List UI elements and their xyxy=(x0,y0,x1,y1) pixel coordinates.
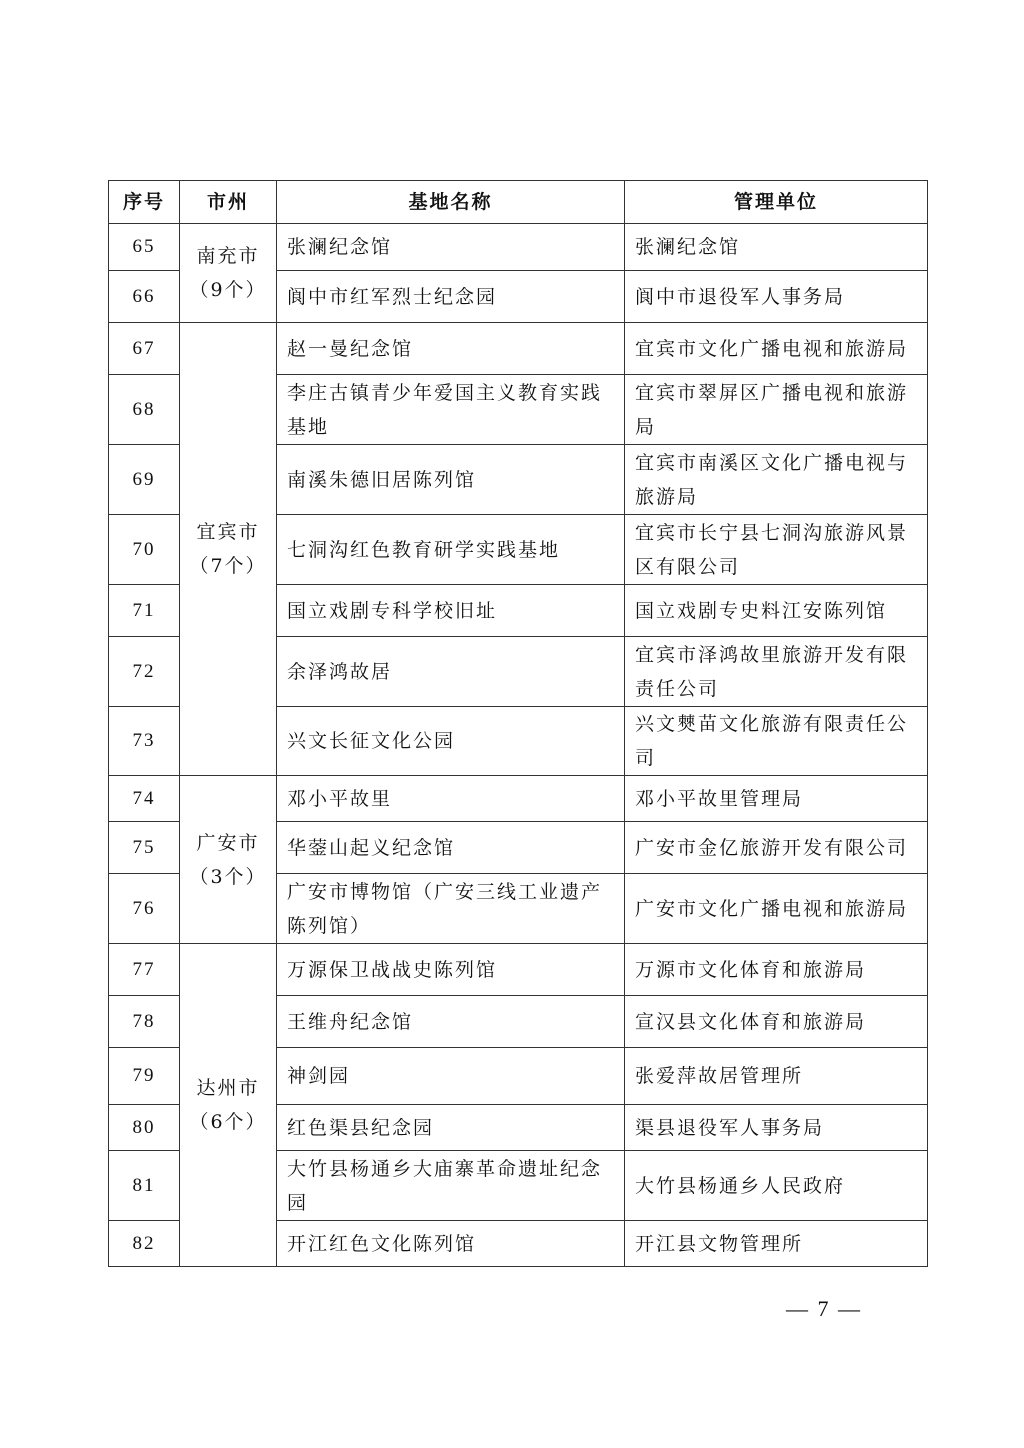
management-unit: 开江县文物管理所 xyxy=(625,1221,928,1267)
row-no: 69 xyxy=(109,445,180,515)
site-name: 张澜纪念馆 xyxy=(277,224,625,271)
management-unit: 宜宾市长宁县七洞沟旅游风景区有限公司 xyxy=(625,515,928,585)
row-no: 80 xyxy=(109,1105,180,1151)
city-cell xyxy=(180,944,277,1267)
site-name: 开江红色文化陈列馆 xyxy=(277,1221,625,1267)
site-name: 兴文长征文化公园 xyxy=(277,707,625,776)
management-unit: 宜宾市南溪区文化广播电视与旅游局 xyxy=(625,445,928,515)
city-name: 南充市 xyxy=(196,245,260,267)
row-no: 78 xyxy=(109,996,180,1048)
row-no: 66 xyxy=(109,271,180,323)
heritage-sites-table xyxy=(108,180,928,1267)
row-no: 82 xyxy=(109,1221,180,1267)
management-unit: 宜宾市泽鸿故里旅游开发有限责任公司 xyxy=(625,637,928,707)
row-no: 81 xyxy=(109,1151,180,1221)
site-name: 邓小平故里 xyxy=(277,776,625,822)
site-name: 万源保卫战战史陈列馆 xyxy=(277,944,625,996)
management-unit: 渠县退役军人事务局 xyxy=(625,1105,928,1151)
management-unit: 张爱萍故居管理所 xyxy=(625,1048,928,1105)
city-cell xyxy=(180,323,277,776)
header-no: 序号 xyxy=(109,181,180,224)
row-no: 71 xyxy=(109,585,180,637)
row-no: 74 xyxy=(109,776,180,822)
site-name: 阆中市红军烈士纪念园 xyxy=(277,271,625,323)
table-row xyxy=(109,776,928,822)
management-unit: 宜宾市文化广播电视和旅游局 xyxy=(625,323,928,375)
row-no: 68 xyxy=(109,375,180,445)
row-no: 73 xyxy=(109,707,180,776)
table-row xyxy=(109,224,928,271)
site-name: 红色渠县纪念园 xyxy=(277,1105,625,1151)
city-count: （3个） xyxy=(189,865,267,888)
site-name: 神剑园 xyxy=(277,1048,625,1105)
site-name: 七洞沟红色教育研学实践基地 xyxy=(277,515,625,585)
city-name: 广安市 xyxy=(196,831,260,854)
site-name: 华蓥山起义纪念馆 xyxy=(277,822,625,874)
city-count: （9个） xyxy=(189,279,267,301)
management-unit: 万源市文化体育和旅游局 xyxy=(625,944,928,996)
site-name: 李庄古镇青少年爱国主义教育实践基地 xyxy=(277,375,625,445)
management-unit: 广安市金亿旅游开发有限公司 xyxy=(625,822,928,874)
management-unit: 张澜纪念馆 xyxy=(625,224,928,271)
header-management-unit: 管理单位 xyxy=(625,181,928,224)
row-no: 70 xyxy=(109,515,180,585)
management-unit: 宜宾市翠屏区广播电视和旅游局 xyxy=(625,375,928,445)
management-unit: 国立戏剧专史料江安陈列馆 xyxy=(625,585,928,637)
site-name: 余泽鸿故居 xyxy=(277,637,625,707)
header-city: 市州 xyxy=(180,181,277,224)
row-no: 77 xyxy=(109,944,180,996)
city-name: 达州市 xyxy=(196,1077,260,1099)
management-unit: 广安市文化广播电视和旅游局 xyxy=(625,874,928,944)
row-no: 75 xyxy=(109,822,180,874)
city-name: 宜宾市 xyxy=(196,521,260,543)
city-cell xyxy=(180,776,277,944)
management-unit: 大竹县杨通乡人民政府 xyxy=(625,1151,928,1221)
management-unit: 邓小平故里管理局 xyxy=(625,776,928,822)
row-no: 76 xyxy=(109,874,180,944)
site-name: 国立戏剧专科学校旧址 xyxy=(277,585,625,637)
site-name: 王维舟纪念馆 xyxy=(277,996,625,1048)
site-name: 南溪朱德旧居陈列馆 xyxy=(277,445,625,515)
site-name: 广安市博物馆（广安三线工业遗产陈列馆） xyxy=(277,874,625,944)
table-row xyxy=(109,944,928,996)
management-unit: 宣汉县文化体育和旅游局 xyxy=(625,996,928,1048)
site-name: 赵一曼纪念馆 xyxy=(277,323,625,375)
table-header-row xyxy=(109,181,928,224)
table-row xyxy=(109,323,928,375)
row-no: 67 xyxy=(109,323,180,375)
header-site-name: 基地名称 xyxy=(277,181,625,224)
management-unit: 兴文僰苗文化旅游有限责任公司 xyxy=(625,707,928,776)
city-count: （6个） xyxy=(189,1111,267,1133)
row-no: 79 xyxy=(109,1048,180,1105)
city-cell xyxy=(180,224,277,323)
row-no: 65 xyxy=(109,224,180,271)
row-no: 72 xyxy=(109,637,180,707)
management-unit: 阆中市退役军人事务局 xyxy=(625,271,928,323)
city-count: （7个） xyxy=(189,555,267,577)
page-number: — 7 — xyxy=(786,1296,862,1321)
site-name: 大竹县杨通乡大庙寨革命遗址纪念园 xyxy=(277,1151,625,1221)
